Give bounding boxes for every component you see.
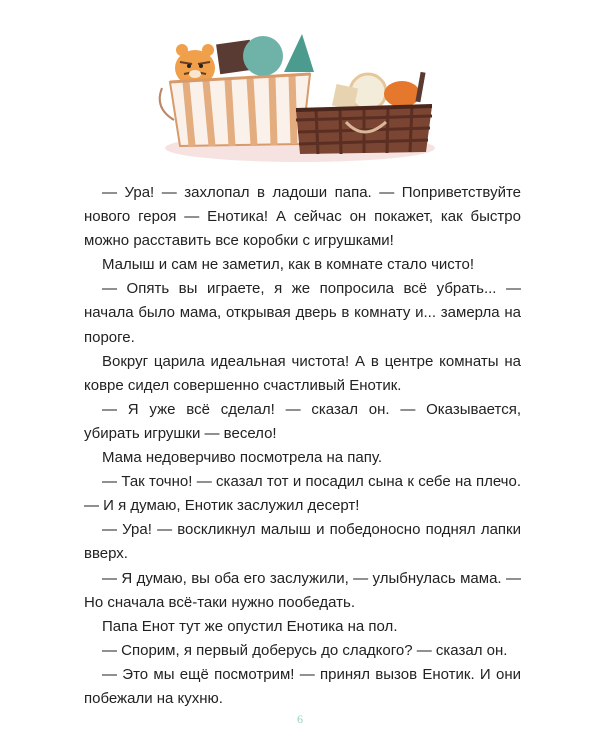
toy-boxes-illustration: [150, 28, 450, 163]
toy-bird-orange: [384, 81, 420, 107]
paragraph: — Ура! — захлопал в ладоши папа. — Поприветствуйте нового героя — Енотика! А сейчас он покажет, как быстро можно расставить все коробки с игрушками!: [84, 184, 521, 250]
paragraph: — Это мы ещё посмотрим! — принял вызов Енотик. И они побежали на кухню.: [84, 665, 521, 707]
story-text: [84, 181, 521, 711]
toy-block-beige: [332, 84, 358, 110]
paragraph: — Так точно! — сказал тот и посадил сына к себе на плечо. — И я думаю, Енотик заслужил десерт!: [84, 473, 521, 515]
toy-disc-teal: [243, 36, 283, 76]
paragraph: Мама недоверчиво посмотрела на папу.: [102, 449, 383, 467]
paragraph: — Спорим, я первый доберусь до сладкого? — сказал он.: [102, 641, 508, 659]
paragraph: — Я уже всё сделал! — сказал он. — Оказывается, убирать игрушки — весело!: [84, 400, 521, 442]
toy-triangle-teal: [284, 34, 314, 72]
paragraph: Вокруг царила идеальная чистота! А в центре комнаты на ковре сидел совершенно счастливый Енотик.: [84, 352, 521, 394]
paragraph: — Опять вы играете, я же попросила всё убрать... — начала было мама, открывая дверь в комнату и... замерла на пороге.: [84, 280, 521, 346]
plaid-basket: [296, 106, 432, 154]
paragraph: Папа Енот тут же опустил Енотика на пол.: [102, 617, 398, 635]
page-number: 6: [297, 712, 303, 726]
paragraph: — Ура! — воскликнул малыш и победоносно поднял лапки вверх.: [84, 521, 521, 563]
paragraph: — Я думаю, вы оба его заслужили, — улыбнулась мама. — Но сначала всё-таки нужно пообедать.: [84, 569, 521, 611]
paragraph: Малыш и сам не заметил, как в комнате стало чисто!: [102, 256, 474, 274]
striped-toy-box: [160, 74, 310, 146]
